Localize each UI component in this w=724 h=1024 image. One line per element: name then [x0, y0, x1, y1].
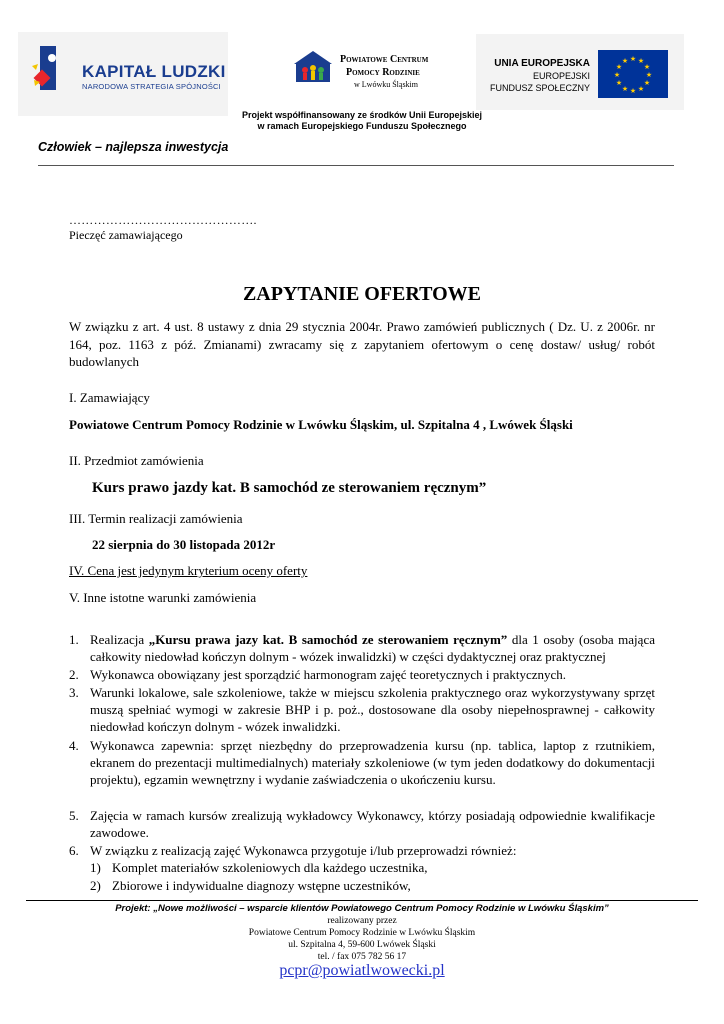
course-name: „Kursu prawa jazy kat. B samochód ze sterowaniem ręcznym” — [148, 632, 508, 647]
list-item-number: 2. — [69, 667, 79, 682]
section-ordering-party-heading: I. Zamawiający — [69, 390, 150, 405]
list-item-number: 6. — [69, 843, 79, 858]
footer-divider — [26, 900, 698, 901]
footer-address: ul. Szpitalna 4, 59-600 Lwówek Śląski — [288, 940, 436, 950]
list-item — [69, 684, 655, 736]
cofinancing-line2: w ramach Europejskiego Funduszu Społecznego — [257, 121, 467, 131]
pcpr-logo-line3: w Lwówku Śląskim — [354, 80, 418, 89]
section-deadline-value: 22 sierpnia do 30 listopada 2012r — [92, 537, 276, 552]
pcpr-logo-line1: Powiatowe Centrum — [340, 54, 429, 65]
list-item-number: 3. — [69, 685, 79, 700]
footer-project-name: Projekt: „Nowe możliwości – wsparcie klientów Powiatowego Centrum Pomocy Rodzinie w Lwówku Śląskim” — [115, 903, 609, 914]
list-item — [69, 737, 655, 789]
eu-logo-line3: FUNDUSZ SPOŁECZNY — [489, 83, 590, 93]
section-subject-value: Kurs prawo jazdy kat. B samochód ze sterowaniem ręcznym” — [92, 480, 487, 496]
list-item-text: Warunki lokalowe, sale szkoleniowe, także w miejscu szkolenia praktycznego oraz wykorzystywany sprzęt muszą spełniać wymogi w zakresie BHP i p. poż., dostosowane dla osoby niepełnosprawnej - całkowity niedowład kończyn dolnym - wózek inwalidzki. — [90, 685, 655, 735]
svg-text:★: ★ — [643, 63, 651, 71]
section-subject-heading: II. Przedmiot zamówienia — [69, 453, 204, 468]
footer-phone: tel. / fax 075 782 56 17 — [317, 952, 407, 962]
footer-email-link[interactable]: pcpr@powiatlwowecki.pl — [279, 962, 445, 979]
header-divider — [38, 165, 674, 166]
list-item-number: 4. — [69, 738, 79, 753]
stamp-label: Pieczęć zamawiającego — [69, 228, 183, 242]
list-item-number: 1. — [69, 632, 79, 647]
document-title: ZAPYTANIE OFERTOWE — [242, 283, 482, 305]
sub-list-item-number: 1) — [90, 860, 101, 875]
svg-text:★: ★ — [629, 55, 637, 63]
list-item — [69, 842, 655, 859]
stamp-dotted-line: ………………………………………. — [69, 213, 257, 227]
sub-list-item — [90, 878, 411, 894]
sub-list-item-text: Komplet materiałów szkoleniowych dla każdego uczestnika, — [112, 860, 428, 875]
list-item — [69, 666, 655, 683]
list-item-text: W związku z realizacją zajęć Wykonawca przygotuje i/lub przeprowadzi również: — [90, 843, 517, 858]
eu-logo-line2: EUROPEJSKI — [532, 71, 590, 81]
section-deadline-heading: III. Termin realizacji zamówienia — [69, 511, 243, 526]
list-item-number: 5. — [69, 808, 79, 823]
svg-text:★: ★ — [629, 87, 637, 95]
intro-paragraph: W związku z art. 4 ust. 8 ustawy z dnia 29 stycznia 2004r. Prawo zamówień publicznych ( Dz. U. z 2006r. nr 164, poz. 1163 z póź. Zmianami) zwracamy się z zapytaniem ofertowym o cenę dostaw/ usług/ robót budowlanych — [69, 319, 655, 369]
section-ordering-party-value: Powiatowe Centrum Pomocy Rodzinie w Lwówku Śląskim, ul. Szpitalna 4 , Lwówek Śląski — [69, 417, 573, 432]
list-item — [69, 631, 655, 665]
kapital-ludzki-emblem-icon — [30, 44, 66, 100]
section-criterion-heading: IV. Cena jest jedynym kryterium oceny oferty — [69, 563, 308, 578]
list-item-text: Wykonawca zapewnia: sprzęt niezbędny do przeprowadzenia kursu (np. tablica, laptop z rzutnikiem, ekranem do prezentacji multimedialnych) materiały szkoleniowe (w tym jeden dodatkowy do dokumentacji projektu), egzamin wewnętrzny i wydanie zaświadczenia o ukończeniu kursu. — [90, 738, 655, 788]
footer-realized-by: realizowany przez — [327, 916, 397, 926]
svg-text:★: ★ — [615, 79, 623, 87]
svg-text:★: ★ — [615, 63, 623, 71]
sub-list-item — [90, 860, 428, 876]
kapital-ludzki-title: KAPITAŁ LUDZKI — [82, 62, 226, 81]
svg-text:★: ★ — [613, 71, 621, 79]
eu-logo-line1: UNIA EUROPEJSKA — [494, 58, 590, 69]
list-item-text: Wykonawca obowiązany jest sporządzić harmonogram zajęć teoretycznych i praktycznych. — [90, 667, 567, 682]
svg-text:★: ★ — [621, 57, 629, 65]
list-item — [69, 807, 655, 841]
pcpr-logo-line2: Pomocy Rodzinie — [346, 67, 420, 78]
kapital-ludzki-subtitle: NARODOWA STRATEGIA SPÓJNOŚCI — [82, 82, 221, 91]
slogan: Człowiek – najlepsza inwestycja — [38, 140, 229, 154]
eu-flag-icon — [598, 50, 668, 98]
cofinancing-line1: Projekt współfinansowany ze środków Unii Europejskiej — [241, 110, 483, 120]
list-item-text: dla 1 osoby (osoba mająca całkowity niedowład kończyn dolnym - wózek inwalidzki) w części dydaktycznej oraz praktycznej — [90, 632, 655, 665]
svg-text:★: ★ — [621, 85, 629, 93]
svg-text:★: ★ — [637, 85, 645, 93]
svg-text:★: ★ — [645, 71, 653, 79]
section-conditions-heading: V. Inne istotne warunki zamówienia — [69, 590, 257, 605]
footer-organization: Powiatowe Centrum Pomocy Rodzinie w Lwówku Śląskim — [248, 928, 476, 938]
sub-list-item-text: Zbiorowe i indywidualne diagnozy wstępne uczestników, — [112, 878, 411, 893]
list-item-text: Zajęcia w ramach kursów zrealizują wykładowcy Wykonawcy, którzy posiadają odpowiednie kwalifikacje zawodowe. — [90, 808, 655, 841]
svg-text:★: ★ — [637, 57, 645, 65]
sub-list-item-number: 2) — [90, 878, 101, 893]
list-item-text: Realizacja — [90, 632, 149, 647]
svg-text:★: ★ — [643, 79, 651, 87]
pcpr-emblem-icon — [292, 50, 334, 84]
